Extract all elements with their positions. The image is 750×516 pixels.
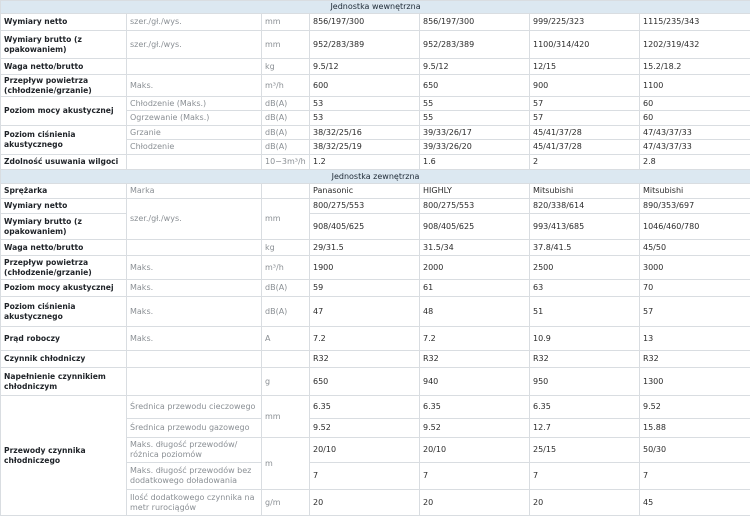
row-sublabel: Maks. — [127, 280, 262, 297]
value-cell: 53 — [310, 97, 420, 111]
value-cell: 950 — [530, 368, 640, 396]
value-cell: 952/283/389 — [310, 31, 420, 59]
row-sublabel: Średnica przewodu gazowego — [127, 419, 262, 438]
value-cell: 25/15 — [530, 438, 640, 463]
value-cell: 45/41/37/28 — [530, 140, 640, 155]
row-label: Wymiary netto — [1, 14, 127, 31]
value-cell: 59 — [310, 280, 420, 297]
row-unit: kg — [262, 240, 310, 256]
row-label: Sprężarka — [1, 184, 127, 199]
value-cell: 13 — [640, 327, 750, 351]
value-cell: 1100/314/420 — [530, 31, 640, 59]
row-unit: mm — [262, 396, 310, 438]
outdoor-pipe-liquid-row — [1, 396, 750, 419]
row-sublabel: Maks. długość przewodów bez dodatkowego doładowania — [127, 463, 262, 490]
value-cell: 9.5/12 — [310, 59, 420, 75]
row-unit: dB(A) — [262, 297, 310, 327]
outdoor-compressor-row — [1, 184, 750, 199]
row-unit — [262, 351, 310, 368]
row-unit: dB(A) — [262, 126, 310, 140]
row-sublabel: Maks. — [127, 327, 262, 351]
row-sublabel: Maks. — [127, 75, 262, 97]
row-sublabel: szer./gł./wys. — [127, 14, 262, 31]
row-unit: m³/h — [262, 256, 310, 280]
row-sublabel: Chłodzenie — [127, 140, 262, 155]
row-unit: mm — [262, 14, 310, 31]
value-cell: 1.2 — [310, 155, 420, 170]
row-sublabel — [127, 155, 262, 170]
row-sublabel — [127, 368, 262, 396]
row-sublabel: Maks. — [127, 256, 262, 280]
value-cell: 1.6 — [420, 155, 530, 170]
outdoor-sound-power-row — [1, 280, 750, 297]
row-sublabel: Marka — [127, 184, 262, 199]
row-sublabel: Grzanie — [127, 126, 262, 140]
value-cell: 6.35 — [310, 396, 420, 419]
row-sublabel: Ogrzewanie (Maks.) — [127, 111, 262, 126]
value-cell: R32 — [530, 351, 640, 368]
row-unit: mm — [262, 31, 310, 59]
value-cell: 3000 — [640, 256, 750, 280]
value-cell: 57 — [530, 111, 640, 126]
row-sublabel: Średnica przewodu cieczowego — [127, 396, 262, 419]
value-cell: 1900 — [310, 256, 420, 280]
value-cell: 20 — [310, 490, 420, 516]
value-cell: 9.5/12 — [420, 59, 530, 75]
value-cell: Mitsubishi — [640, 184, 750, 199]
value-cell: 7 — [530, 463, 640, 490]
value-cell: 38/32/25/19 — [310, 140, 420, 155]
value-cell: 856/197/300 — [310, 14, 420, 31]
value-cell: 600 — [310, 75, 420, 97]
row-label: Czynnik chłodniczy — [1, 351, 127, 368]
value-cell: 55 — [420, 97, 530, 111]
value-cell: 45 — [640, 490, 750, 516]
value-cell: 47/43/37/33 — [640, 126, 750, 140]
value-cell: 12.7 — [530, 419, 640, 438]
row-sublabel: szer./gł./wys. — [127, 199, 262, 240]
value-cell: 7.2 — [420, 327, 530, 351]
value-cell: 70 — [640, 280, 750, 297]
value-cell: 800/275/553 — [310, 199, 420, 214]
outdoor-section-title: Jednostka zewnętrzna — [1, 170, 750, 184]
row-sublabel — [127, 59, 262, 75]
value-cell: 57 — [530, 97, 640, 111]
row-label: Przepływ powietrza (chłodzenie/grzanie) — [1, 75, 127, 97]
indoor-dehumid-row — [1, 155, 750, 170]
value-cell: 20 — [420, 490, 530, 516]
value-cell: 12/15 — [530, 59, 640, 75]
value-cell: 820/338/614 — [530, 199, 640, 214]
indoor-section-title: Jednostka wewnętrzna — [1, 1, 750, 14]
value-cell: 7.2 — [310, 327, 420, 351]
row-unit: m³/h — [262, 75, 310, 97]
value-cell: 890/353/697 — [640, 199, 750, 214]
row-unit: mm — [262, 199, 310, 240]
outdoor-gross-dims-row — [1, 214, 750, 240]
value-cell: 7 — [420, 463, 530, 490]
outdoor-section-header-row — [1, 170, 750, 184]
value-cell: 1115/235/343 — [640, 14, 750, 31]
value-cell: 51 — [530, 297, 640, 327]
indoor-airflow-row — [1, 75, 750, 97]
value-cell: 2 — [530, 155, 640, 170]
value-cell: 39/33/26/17 — [420, 126, 530, 140]
value-cell: 60 — [640, 111, 750, 126]
row-unit: m — [262, 438, 310, 490]
value-cell: 940 — [420, 368, 530, 396]
indoor-sound-power-row — [1, 97, 750, 111]
indoor-gross-dims-row — [1, 31, 750, 59]
outdoor-airflow-row — [1, 256, 750, 280]
value-cell: 47 — [310, 297, 420, 327]
row-unit: dB(A) — [262, 280, 310, 297]
outdoor-sound-pressure-row — [1, 297, 750, 327]
indoor-section-header-row — [1, 1, 750, 14]
value-cell: 48 — [420, 297, 530, 327]
row-label: Przewody czynnika chłodniczego — [1, 396, 127, 516]
row-label: Poziom ciśnienia akustycznego — [1, 297, 127, 327]
row-unit — [262, 184, 310, 199]
value-cell: 15.88 — [640, 419, 750, 438]
value-cell: 37.8/41.5 — [530, 240, 640, 256]
value-cell: 31.5/34 — [420, 240, 530, 256]
row-label: Poziom mocy akustycznej — [1, 280, 127, 297]
outdoor-weight-row — [1, 240, 750, 256]
value-cell: 2000 — [420, 256, 530, 280]
outdoor-charge-row — [1, 368, 750, 396]
value-cell: 47/43/37/33 — [640, 140, 750, 155]
row-label: Waga netto/brutto — [1, 240, 127, 256]
value-cell: 800/275/553 — [420, 199, 530, 214]
value-cell: R32 — [640, 351, 750, 368]
indoor-weight-row — [1, 59, 750, 75]
row-sublabel — [127, 240, 262, 256]
value-cell: 650 — [310, 368, 420, 396]
outdoor-net-dims-row — [1, 199, 750, 214]
value-cell: 1300 — [640, 368, 750, 396]
value-cell: 2.8 — [640, 155, 750, 170]
value-cell: Mitsubishi — [530, 184, 640, 199]
outdoor-current-row — [1, 327, 750, 351]
row-unit: A — [262, 327, 310, 351]
value-cell: 60 — [640, 97, 750, 111]
value-cell: 38/32/25/16 — [310, 126, 420, 140]
indoor-sound-pressure-row — [1, 126, 750, 140]
row-label: Napełnienie czynnikiem chłodniczym — [1, 368, 127, 396]
row-label: Zdolność usuwania wilgoci — [1, 155, 127, 170]
row-sublabel: Maks. — [127, 297, 262, 327]
value-cell: 908/405/625 — [310, 214, 420, 240]
row-unit: dB(A) — [262, 111, 310, 126]
value-cell: 39/33/26/20 — [420, 140, 530, 155]
value-cell: 9.52 — [420, 419, 530, 438]
value-cell: 50/30 — [640, 438, 750, 463]
row-label: Przepływ powietrza (chłodzenie/grzanie) — [1, 256, 127, 280]
row-unit: 10−3m³/h — [262, 155, 310, 170]
value-cell: 45/50 — [640, 240, 750, 256]
value-cell: 63 — [530, 280, 640, 297]
value-cell: 1046/460/780 — [640, 214, 750, 240]
value-cell: 952/283/389 — [420, 31, 530, 59]
value-cell: 1202/319/432 — [640, 31, 750, 59]
value-cell: 9.52 — [310, 419, 420, 438]
value-cell: 15.2/18.2 — [640, 59, 750, 75]
value-cell: HIGHLY — [420, 184, 530, 199]
row-sublabel: Ilość dodatkowego czynnika na metr rurociągów — [127, 490, 262, 516]
row-label: Waga netto/brutto — [1, 59, 127, 75]
row-label: Prąd roboczy — [1, 327, 127, 351]
value-cell: 993/413/685 — [530, 214, 640, 240]
value-cell: Panasonic — [310, 184, 420, 199]
value-cell: 900 — [530, 75, 640, 97]
value-cell: 29/31.5 — [310, 240, 420, 256]
row-sublabel: Maks. długość przewodów/ różnica poziomów — [127, 438, 262, 463]
row-label: Wymiary netto — [1, 199, 127, 214]
value-cell: 856/197/300 — [420, 14, 530, 31]
value-cell: 6.35 — [530, 396, 640, 419]
value-cell: 9.52 — [640, 396, 750, 419]
row-label: Wymiary brutto (z opakowaniem) — [1, 214, 127, 240]
value-cell: 45/41/37/28 — [530, 126, 640, 140]
row-sublabel — [127, 351, 262, 368]
value-cell: 1100 — [640, 75, 750, 97]
row-unit: g — [262, 368, 310, 396]
value-cell: 999/225/323 — [530, 14, 640, 31]
value-cell: 7 — [640, 463, 750, 490]
row-label: Poziom mocy akustycznej — [1, 97, 127, 126]
row-label: Wymiary brutto (z opakowaniem) — [1, 31, 127, 59]
value-cell: 53 — [310, 111, 420, 126]
value-cell: 7 — [310, 463, 420, 490]
value-cell: 20/10 — [420, 438, 530, 463]
row-unit: dB(A) — [262, 97, 310, 111]
value-cell: 57 — [640, 297, 750, 327]
value-cell: R32 — [420, 351, 530, 368]
value-cell: 908/405/625 — [420, 214, 530, 240]
row-label: Poziom ciśnienia akustycznego — [1, 126, 127, 155]
value-cell: 650 — [420, 75, 530, 97]
indoor-net-dims-row — [1, 14, 750, 31]
value-cell: 61 — [420, 280, 530, 297]
value-cell: 2500 — [530, 256, 640, 280]
value-cell: R32 — [310, 351, 420, 368]
value-cell: 10.9 — [530, 327, 640, 351]
row-unit: g/m — [262, 490, 310, 516]
outdoor-refrigerant-row — [1, 351, 750, 368]
value-cell: 20 — [530, 490, 640, 516]
row-sublabel: szer./gł./wys. — [127, 31, 262, 59]
row-unit: dB(A) — [262, 140, 310, 155]
row-sublabel: Chłodzenie (Maks.) — [127, 97, 262, 111]
value-cell: 20/10 — [310, 438, 420, 463]
value-cell: 6.35 — [420, 396, 530, 419]
row-unit: kg — [262, 59, 310, 75]
value-cell: 55 — [420, 111, 530, 126]
